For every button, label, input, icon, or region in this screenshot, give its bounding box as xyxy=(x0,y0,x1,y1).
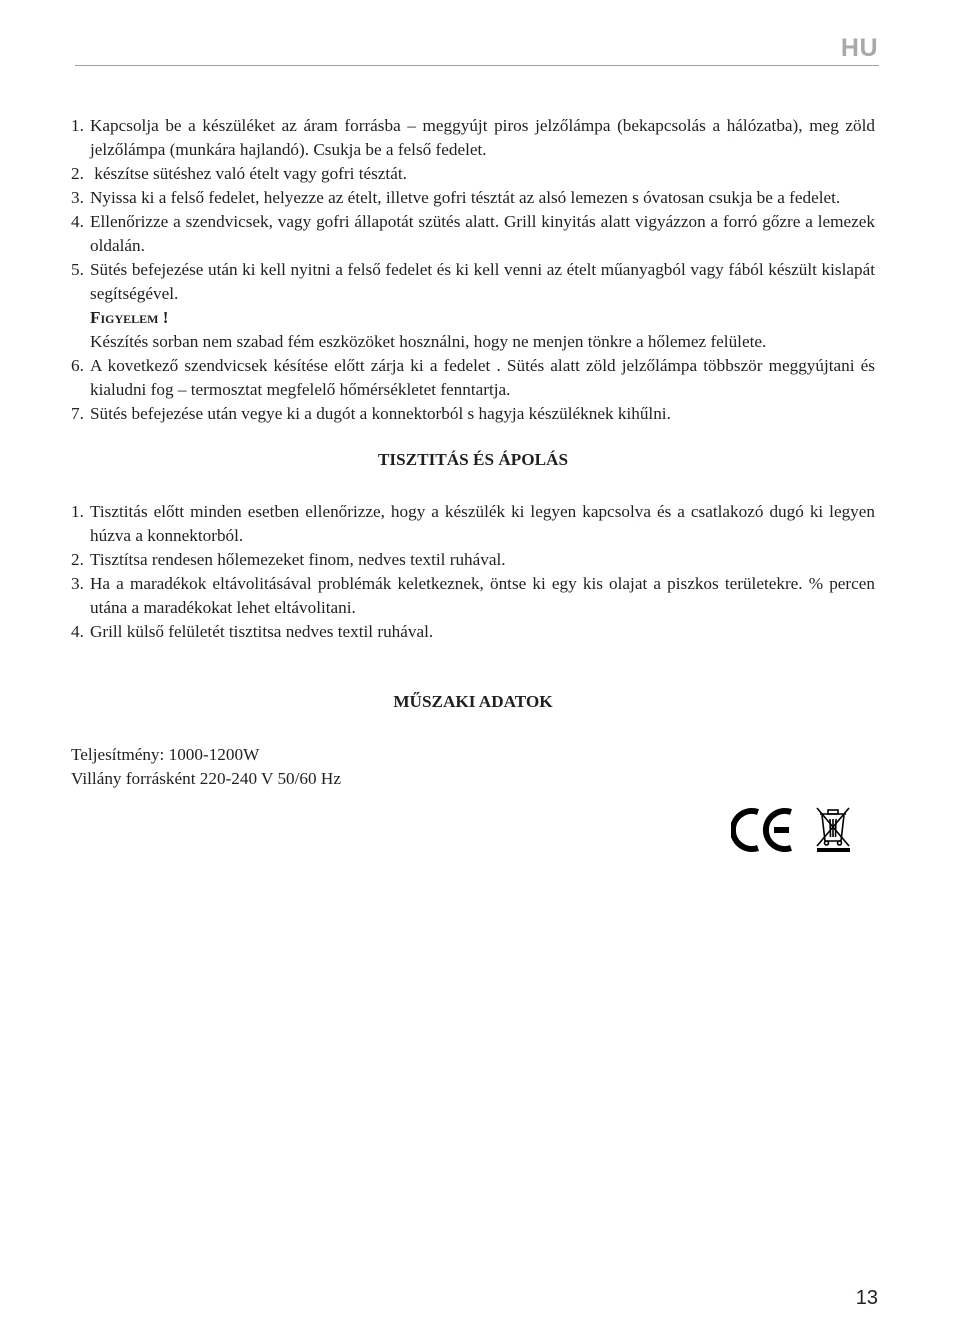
item-number: 7. xyxy=(71,404,84,423)
list-item xyxy=(71,354,875,402)
item-text: Kapcsolja be a készüléket az áram forrásba – meggyújt piros jelzőlámpa (bekapcsolás a hálózatba), meg zöld jelzőlámpa (munkára hajlandó). Csukja be a felső fedelet. xyxy=(90,116,875,159)
item-number: 5. xyxy=(71,260,84,279)
item-number: 3. xyxy=(71,574,84,593)
list-item xyxy=(71,114,875,162)
list-item xyxy=(71,186,875,210)
item-number: 2. xyxy=(71,164,84,183)
item-text: Sütés befejezése után ki kell nyitni a felső fedelet és ki kell venni az ételt műanyagból vagy fából készült kislapát segítségével. xyxy=(90,260,875,303)
list-item xyxy=(71,162,875,186)
instructions-list xyxy=(71,114,875,426)
item-number: 4. xyxy=(71,622,84,641)
item-number: 1. xyxy=(71,502,84,521)
ce-mark-icon xyxy=(733,811,791,849)
item-number: 3. xyxy=(71,188,84,207)
power-spec: Teljesítmény: 1000-1200W xyxy=(71,745,260,764)
warning-title: Figyelem ! xyxy=(90,308,169,327)
supply-spec: Villány forrásként 220-240 V 50/60 Hz xyxy=(71,769,341,788)
item-text: készítse sütéshez való ételt vagy gofri tésztát. xyxy=(90,164,407,183)
tech-heading: MŰSZAKI ADATOK xyxy=(393,692,553,711)
header-divider xyxy=(75,65,879,66)
list-item xyxy=(71,572,875,620)
item-text: Ellenőrizze a szendvicsek, vagy gofri állapotát szütés alatt. Grill kinyitás alatt vigyázzon a forró gőzre a lemezek oldalán. xyxy=(90,212,875,255)
item-number: 1. xyxy=(71,116,84,135)
item-number: 6. xyxy=(71,356,84,375)
tech-specs xyxy=(71,743,875,791)
list-item xyxy=(71,548,875,572)
warning-text: Készítés sorban nem szabad fém eszközöket hosználni, hogy ne menjen tönkre a hőlemez felülete. xyxy=(90,332,767,351)
list-item xyxy=(71,620,875,644)
item-number: 2. xyxy=(71,550,84,569)
list-item xyxy=(71,500,875,548)
list-item xyxy=(71,258,875,354)
cleaning-list xyxy=(71,500,875,644)
item-text: Grill külső felületét tisztitsa nedves textil ruhával. xyxy=(90,622,434,641)
cleaning-heading: TISZTITÁS ÉS ÁPOLÁS xyxy=(377,450,569,469)
page-number: 13 xyxy=(855,1287,878,1309)
item-number: 4. xyxy=(71,212,84,231)
item-text: Tisztitás előtt minden esetben ellenőrizze, hogy a készülék ki legyen kapcsolva és a csatlakozó dugó ki legyen húzva a konnektorból. xyxy=(90,502,875,545)
language-code: HU xyxy=(840,34,878,62)
item-text: Tisztítsa rendesen hőlemezeket finom, nedves textil ruhával. xyxy=(90,550,506,569)
item-text: Nyissa ki a felső fedelet, helyezze az ételt, illetve gofri tésztát az alsó lemezen s óvatosan csukja be a fedelet. xyxy=(90,188,841,207)
crossed-bin-icon xyxy=(817,808,850,852)
certification-marks xyxy=(731,805,856,855)
list-item xyxy=(71,402,875,426)
item-text: Ha a maradékok eltávolitásával problémák keletkeznek, öntse ki egy kis olajat a piszkos területekre. % percen utána a maradékokat lehet eltávolitani. xyxy=(90,574,875,617)
list-item xyxy=(71,210,875,258)
item-text: A kovetkező szendvicsek késítése előtt zárja ki a fedelet . Sütés alatt zöld jelzőlámpa többször meggyújtani és kialudni fog – termosztat megfelelő hőmérsékletet fenntartja. xyxy=(90,356,875,399)
page-content xyxy=(71,114,875,791)
item-text: Sütés befejezése után vegye ki a dugót a konnektorból s hagyja készüléknek kihűlni. xyxy=(90,404,671,423)
